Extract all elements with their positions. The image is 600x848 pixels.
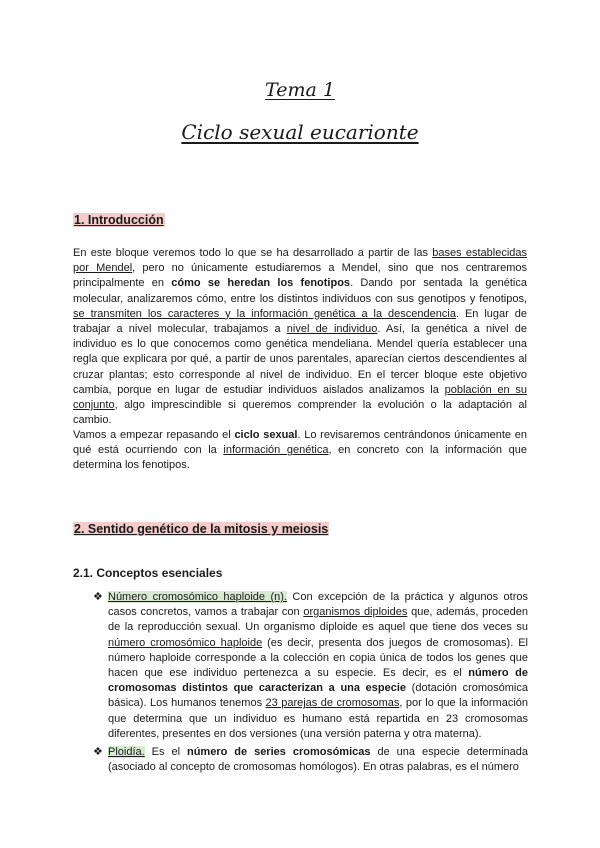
text-run: , pero no únicamente estudiaremos a Mendel, sino que nos centraremos principalmente en <box>73 262 527 290</box>
section-heading-mitosis-meiosis <box>73 522 329 536</box>
text-run: Es el <box>144 746 187 758</box>
text-run: (dotación cromosómica básica). Los humanos tenemos <box>108 682 528 710</box>
underlined-term: población en su conjunto <box>73 383 527 412</box>
text-run: . Lo revisaremos centrándonos únicamente en qué está ocurriendo con la <box>73 429 527 457</box>
text-run: . Así, la genética a nivel de individuo es lo que conocemos como genética mendeliana. Mendel quería establecer una regla que explicara por qué, a partir de unos parentales, aparecían ciertos descendientes al cruzar plantas; esto corresponde al nivel de individuo. En el tercer bloque este objetivo cambia, porque en lugar de estudiar individuos aislados analizamos la <box>73 323 527 396</box>
section-heading-text: 1. Introducción <box>74 213 164 227</box>
bold-term: ciclo sexual <box>234 429 298 441</box>
diamond-bullet-icon: ❖ <box>93 746 103 758</box>
underlined-term: número cromosómico haploide <box>108 636 263 649</box>
underlined-term: bases establecidas por Mendel <box>73 247 527 275</box>
text-run: , por lo que la información que determina que un individuo es humano está repartida en 23 cromosomas diferentes, presentes en dos versiones (una versión paterna y otra materna). <box>108 697 528 740</box>
subsection-heading-concepts: 2.1. Conceptos esenciales <box>73 566 223 580</box>
section-heading-text: 2. Sentido genético de la mitosis y meiosis <box>74 522 329 536</box>
text-run: . Dando por sentada la genética molecular, analizaremos cómo, entre los distintos individuos con sus genotipos y fenotipos, <box>73 277 527 305</box>
text-run: Vamos a empezar repasando el <box>73 429 235 441</box>
underlined-term: se transmiten los caracteres y la información genética a la descendencia <box>73 307 456 320</box>
highlighted-term: Número cromosómico haploide (n). <box>108 591 287 603</box>
list-item-haploid-number <box>108 590 528 742</box>
list-item-ploidy <box>108 745 528 775</box>
section-heading-introduction <box>73 213 165 227</box>
text-run: , en concreto con la información que determina los fenotipos. <box>73 444 527 472</box>
diamond-bullet-icon: ❖ <box>93 591 103 603</box>
text-run: (es decir, presenta dos juegos de cromosomas). El número haploide corresponde a la colección en copia única de todos los genes que hacen que ese individuo pertenezca a su especie. Es decir, es el <box>108 636 528 680</box>
underlined-term: nivel de individuo <box>286 323 378 336</box>
text-run: , algo imprescindible si queremos comprender la evolución o la adaptación al cambio. <box>73 399 527 427</box>
text-run: . En lugar de trabajar a nivel molecular, trabajamos a <box>73 307 528 336</box>
page-subtitle: Ciclo sexual eucarionte <box>181 120 419 144</box>
intro-paragraph-2 <box>73 428 527 474</box>
underlined-term: organismos diploides <box>303 606 408 619</box>
page-title: Tema 1 <box>265 79 335 101</box>
text-run: Con excepción de la práctica y algunos otros casos concretos, vamos a trabajar con <box>108 591 528 619</box>
bold-term: número de series cromosómicas <box>186 746 371 758</box>
text-run: que, además, proceden de la reproducción sexual. Un organismo diploide es aquel que tiene dos veces su <box>108 606 528 634</box>
bold-term: cómo se heredan los fenotipos <box>171 277 351 290</box>
highlighted-term: Ploidía. <box>108 746 145 758</box>
intro-paragraph-1 <box>73 246 527 428</box>
bold-term: número de cromosomas distintos que caracterizan a una especie <box>108 667 529 695</box>
underlined-term: 23 parejas de cromosomas <box>265 697 400 710</box>
text-run: de una especie determinada (asociado al concepto de cromosomas homólogos). En otras palabras, es el número <box>108 746 528 774</box>
underlined-term: información genética <box>223 444 329 457</box>
text-run: En este bloque veremos todo lo que se ha desarrollado a partir de las <box>73 247 433 259</box>
